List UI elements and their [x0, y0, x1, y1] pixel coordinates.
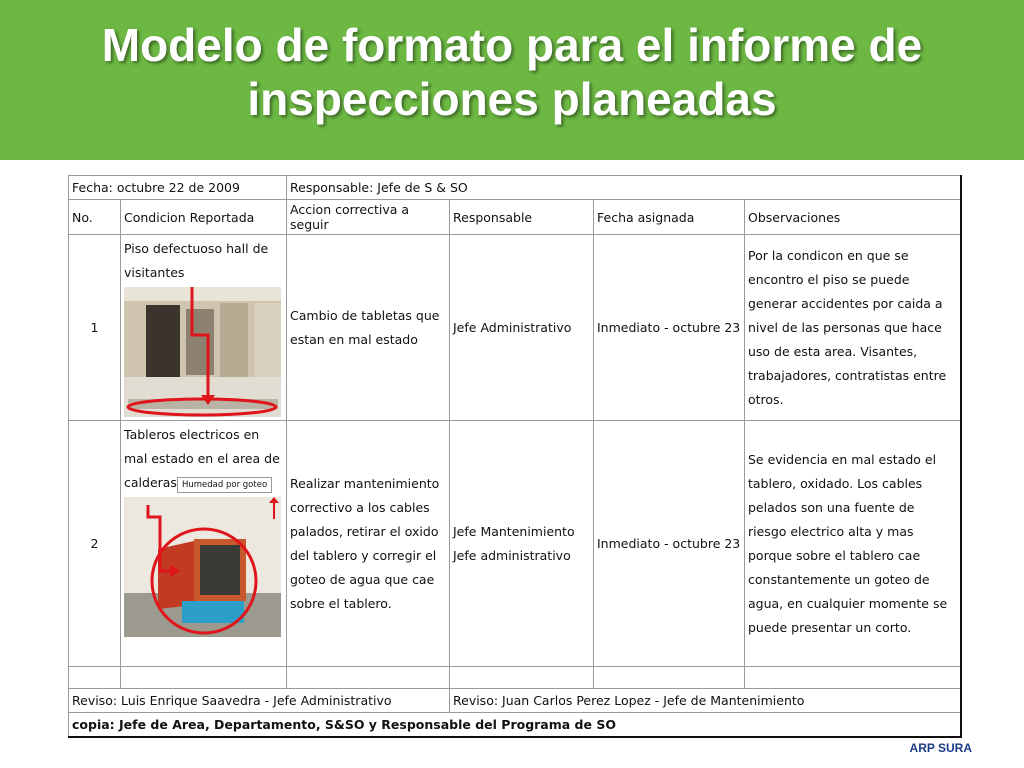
condition-text: Tableros electricos en mal estado en el area de calderas [124, 427, 280, 490]
assigned-date-cell: Inmediato - octubre 23 [594, 235, 745, 421]
responsible-cell [450, 421, 594, 667]
empty-row [69, 667, 961, 689]
observations-cell: Se evidencia en mal estado el tablero, oxidado. Los cables pelados son una fuente de riesgo electrico alta y mas porque sobre el tablero cae constantemente un goteo de agua, en cualquier momente se puede presentar un corto. [745, 421, 961, 667]
table-row [69, 421, 961, 667]
responsible-line-1: Jefe Mantenimiento [453, 523, 575, 539]
column-header-no: No. [69, 200, 121, 235]
hall-floor-photo [124, 287, 281, 417]
assigned-date-cell: Inmediato - octubre 23 [594, 421, 745, 667]
page-title: Modelo de formato para el informe de inspecciones planeadas [101, 19, 923, 125]
column-header-date: Fecha asignada [594, 200, 745, 235]
reviewer-1-cell: Reviso: Luis Enrique Saavedra - Jefe Administrativo [69, 689, 450, 713]
electrical-panel-illustration [124, 497, 281, 637]
electrical-panel-photo [124, 497, 281, 637]
responsible-header-cell: Responsable: Jefe de S & SO [287, 176, 961, 200]
reviewer-2-cell: Reviso: Juan Carlos Perez Lopez - Jefe de Mantenimiento [450, 689, 961, 713]
action-cell: Cambio de tabletas que estan en mal estado [287, 235, 450, 421]
condition-cell [121, 421, 287, 667]
copy-recipients-cell: copia: Jefe de Area, Departamento, S&SO y Responsable del Programa de SO [69, 713, 961, 738]
responsible-cell: Jefe Administrativo [450, 235, 594, 421]
table-row [69, 235, 961, 421]
column-header-condition: Condicion Reportada [121, 200, 287, 235]
condition-cell [121, 235, 287, 421]
hall-floor-illustration [124, 287, 281, 417]
action-cell: Realizar mantenimiento correctivo a los cables palados, retirar el oxido del tablero y corregir el goteo de agua que cae sobre el tablero. [287, 421, 450, 667]
row-number: 2 [69, 421, 121, 667]
column-header-responsible: Responsable [450, 200, 594, 235]
inspection-report-table [68, 175, 962, 738]
column-header-action: Accion correctiva a seguir [287, 200, 450, 235]
date-cell: Fecha: octubre 22 de 2009 [69, 176, 287, 200]
title-banner [0, 0, 1024, 160]
brand-logo-text: ARP SURA [909, 741, 972, 755]
photo-annotation-label: Humedad por goteo [177, 477, 272, 493]
observations-cell: Por la condicon en que se encontro el piso se puede generar accidentes por caida a nivel de las personas que hace uso de esta area. Visantes, trabajadores, contratistas entre otros. [745, 235, 961, 421]
row-number: 1 [69, 235, 121, 421]
responsible-line-2: Jefe administrativo [453, 547, 571, 563]
condition-text: Piso defectuoso hall de visitantes [124, 241, 269, 280]
column-header-observations: Observaciones [745, 200, 961, 235]
